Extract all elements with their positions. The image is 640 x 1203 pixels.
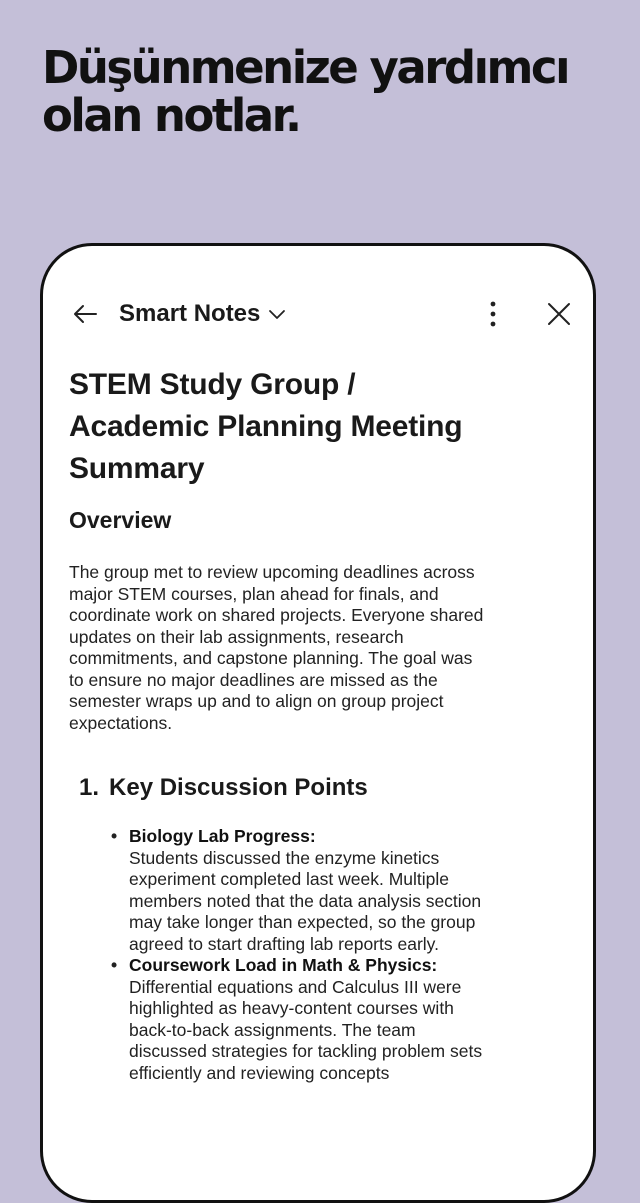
key-discussion-heading xyxy=(79,772,489,804)
section-heading-text: Key Discussion Points xyxy=(109,774,368,801)
overview-heading: Overview xyxy=(69,507,172,533)
note-title: STEM Study Group / Academic Planning Meeting Summary xyxy=(69,368,463,485)
bullet-label: Coursework Load in Math & Physics: xyxy=(129,955,438,975)
app-title: Smart Notes xyxy=(119,300,261,327)
bullet-text: Differential equations and Calculus III were highlighted as heavy-content courses with back-to-back assignments. The team discussed strategies for tackling problem sets efficiently and reviewing concepts xyxy=(129,976,483,1083)
notes-selector[interactable] xyxy=(119,300,286,328)
discussion-points-list xyxy=(69,826,489,1084)
back-button[interactable] xyxy=(69,298,101,330)
app-toolbar xyxy=(43,290,593,338)
list-item xyxy=(109,955,489,1084)
list-item xyxy=(109,826,489,955)
back-arrow-icon xyxy=(72,304,98,324)
section-number: 1. xyxy=(79,774,100,801)
promo-headline xyxy=(42,41,602,142)
bullet-dot: • xyxy=(111,826,118,846)
overview-paragraph: The group met to review upcoming deadlines across major STEM courses, plan ahead for finals, and coordinate work on shared projects. Everyone shared updates on their lab assignments, research commitments, and capstone planning. The goal was to ensure no major deadlines are missed as the semester wraps up and to align on group project expectations. xyxy=(69,562,484,733)
headline-line-2: olan notlar. xyxy=(42,89,300,142)
bullet-label: Biology Lab Progress: xyxy=(129,826,316,846)
close-icon xyxy=(547,302,571,326)
headline-line-1: Düşünmenize yardımcı xyxy=(42,41,569,94)
phone-frame xyxy=(40,243,596,1203)
bullet-dot: • xyxy=(111,955,118,975)
bullet-text: Students discussed the enzyme kinetics experiment completed last week. Multiple members noted that the data analysis section may take longer than expected, so the group agreed to start drafting lab reports early. xyxy=(129,847,482,954)
chevron-down-icon xyxy=(268,308,286,320)
note-content xyxy=(69,364,489,1084)
close-button[interactable] xyxy=(541,296,577,332)
more-options-button[interactable] xyxy=(477,296,509,332)
more-vert-icon xyxy=(490,301,496,327)
